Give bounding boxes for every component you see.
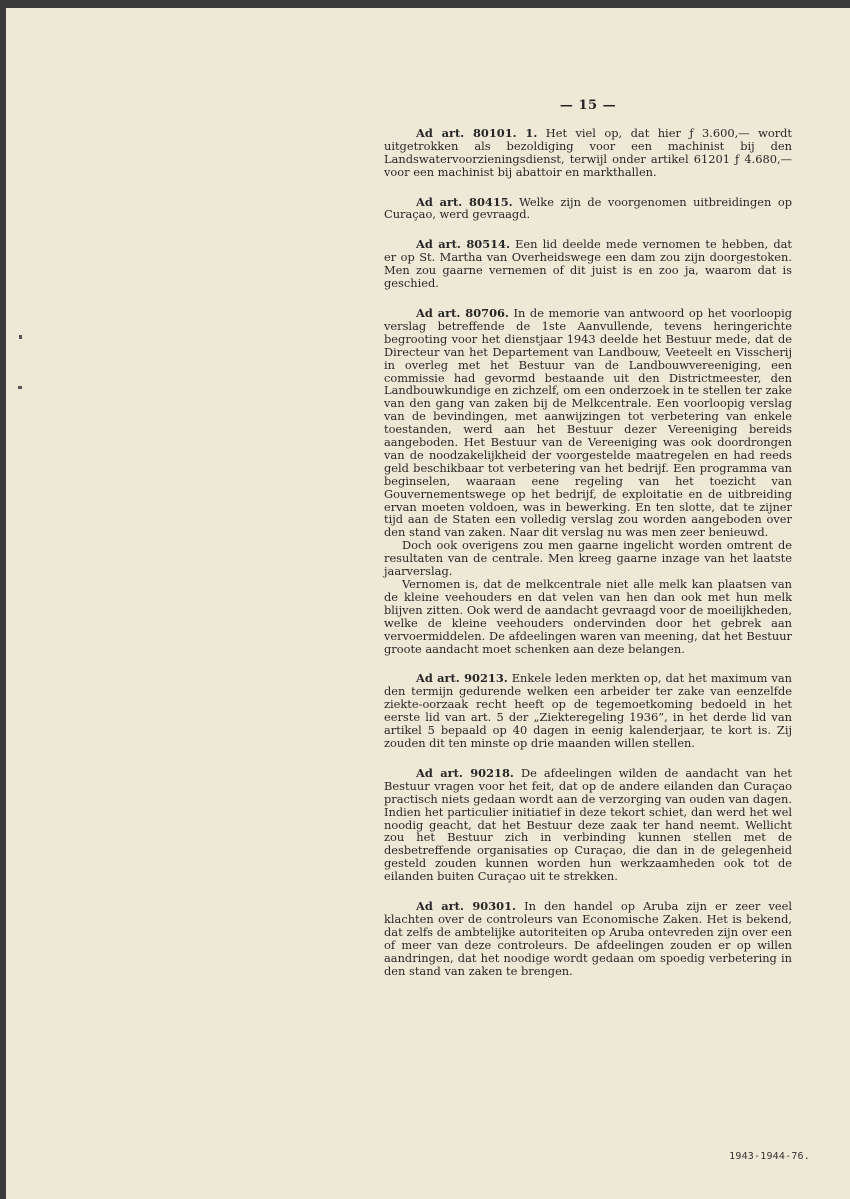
article-paragraph: Doch ook overigens zou men gaarne ingelicht worden omtrent de resultaten van de centrale. Men kreeg gaarne inzage van het laatste jaarverslag. <box>384 538 792 579</box>
binding-hole-mark <box>18 386 22 389</box>
article-paragraph <box>384 900 792 977</box>
page-number: — 15 — <box>559 98 617 113</box>
article-paragraph <box>384 127 792 179</box>
text-column <box>384 100 792 994</box>
article-paragraph <box>384 767 792 883</box>
article-80706 <box>384 307 792 655</box>
article-text: Welke zijn de voorgenomen uitbreidingen op Curaçao, werd gevraagd. <box>384 194 793 222</box>
article-paragraph <box>384 196 792 222</box>
binding-hole-mark <box>19 335 22 339</box>
article-reference: Ad art. 80101. 1. <box>416 125 538 140</box>
article-paragraph: Vernomen is, dat de melkcentrale niet alle melk kan plaatsen van de kleine veehouders en dat velen van hen dan ook met hun melk blijven zitten. Ook werd de aandacht gevraagd voor de moeilijkheden, welke de kleine veehouders ondervinden door het gebrek aan vervoermiddelen. De afdeelingen waren van meening, dat het Bestuur groote aandacht moet schenken aan deze belangen. <box>384 577 792 656</box>
article-text: De afdeelingen wilden de aandacht van het Bestuur vragen voor het feit, dat op de andere eilanden dan Curaçao practisch niets gedaan wordt aan de verzorging van ouden van dagen. Indien het particulier initiatief in deze tekort schiet, dan werd het wel noodig geacht, dat het Bestuur deze zaak ter hand neemt. Wellicht zou het Bestuur zich in verbinding kunnen stellen met de desbetreffende organisaties op Curaçao, die dan in de gelegenheid gesteld zouden kunnen worden hun werkzaamheden ook tot de eilanden buiten Curaçao uit te strekken. <box>384 765 792 884</box>
article-90301 <box>384 900 792 977</box>
article-paragraph <box>384 307 792 539</box>
article-reference: Ad art. 80415. <box>416 194 513 209</box>
article-80415 <box>384 196 792 222</box>
article-80101 <box>384 127 792 179</box>
article-90213 <box>384 672 792 749</box>
article-reference: Ad art. 90213. <box>416 671 508 686</box>
article-text: Enkele leden merkten op, dat het maximum van den termijn gedurende welken een arbeider ter zake van eenzelfde ziekte-oorzaak recht heeft op de tegemoetkoming bedoeld in het eerste lid van art. 5 der „Ziekteregeling 1936”, in het derde lid van artikel 5 bepaald op 40 dagen in eenig kalenderjaar, te kort is. Zij zouden dit ten minste op drie maanden willen stellen. <box>384 671 792 750</box>
article-reference: Ad art. 80706. <box>416 305 509 320</box>
article-80514 <box>384 238 792 290</box>
article-text: In de memorie van antwoord op het voorloopig verslag betreffende de 1ste Aanvullende, tevens heringerichte begrooting voor het dienstjaar 1943 deelde het Bestuur mede, dat de Directeur van het Departement van Landbouw, Veeteelt en Visscherij in overleg met het Bestuur van de Landbouwvereeniging, een commissie had gevormd bestaande uit den Districtmeester, den Landbouwkundige en zichzelf, om een onderzoek in te stellen ter zake van den gang van zaken bij de Melkcentrale. Een voorloopig verslag van de bevindingen, met aanwijzingen tot verbetering van enkele toestanden, werd aan het Bestuur dezer Vereeniging bereids aangeboden. Het Bestuur van de Vereeniging was ook doordrongen van de noodzakelijkheid der voorgestelde maatregelen en had reeds geld beschikbaar tot verbetering van het bedrijf. Een programma van beginselen, waaraan eene regeling van het toezicht van Gouvernementswege op het bedrijf, de exploitatie en de uitbreiding ervan moeten voldoen, was in bewerking. En ten slotte, dat te zijner tijd aan de Staten een volledig verslag zou worden aangeboden over den stand van zaken. Naar dit verslag nu was men zeer benieuwd. <box>384 305 793 540</box>
article-paragraph <box>384 238 792 290</box>
article-text: Het viel op, dat hier ƒ 3.600,— wordt uitgetrokken als bezoldiging voor een machinist bij den Landswatervoorzieningsdienst, terwijl onder artikel 61201 ƒ 4.680,— voor een machinist bij abattoir en markthallen. <box>384 125 793 179</box>
footer-document-code: 1943-1944-76. <box>729 1151 810 1162</box>
article-reference: Ad art. 90218. <box>416 765 514 780</box>
document-page <box>6 8 850 1199</box>
article-reference: Ad art. 80514. <box>416 237 510 252</box>
article-90218 <box>384 767 792 883</box>
article-paragraph <box>384 672 792 749</box>
article-text: In den handel op Aruba zijn er zeer veel klachten over de controleurs van Economische Zaken. Het is bekend, dat zelfs de ambtelijke autoriteiten op Aruba ontevreden zijn over een of meer van deze controleurs. De afdeelingen zouden er op willen aandringen, dat het noodige wordt gedaan om spoedig verbetering in den stand van zaken te brengen. <box>384 899 793 978</box>
article-text: Een lid deelde mede vernomen te hebben, dat er op St. Martha van Overheidswege een dam zou zijn doorgestoken. Men zou gaarne vernemen of dit juist is en zoo ja, waarom dat is geschied. <box>384 237 793 291</box>
article-reference: Ad art. 90301. <box>416 899 516 914</box>
